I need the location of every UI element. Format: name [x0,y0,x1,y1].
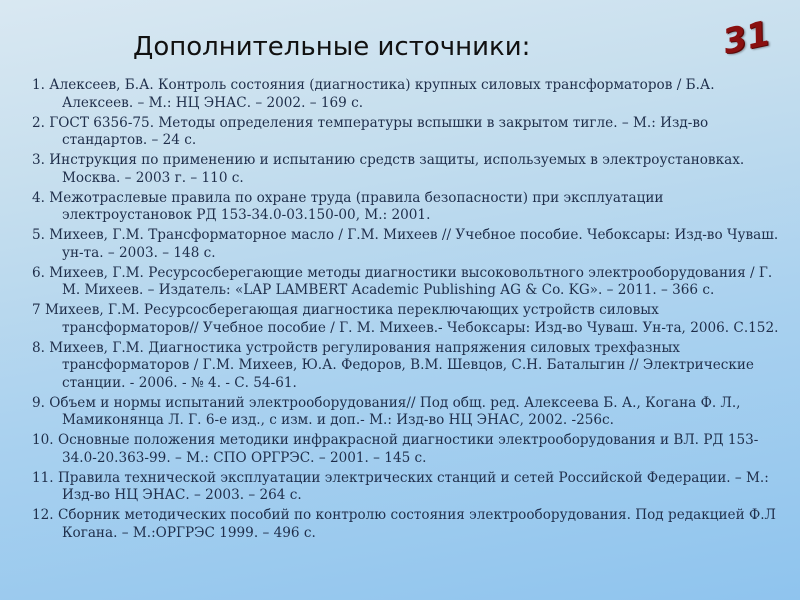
reference-item: 9. Объем и нормы испытаний электрооборудования// Под общ. ред. Алексеева Б. А., Когана Ф. Л., Мамиконянца Л. Г. 6-е изд., с изм. и доп.- М.: Изд-во НЦ ЭНАС, 2002. -256с. [32,394,741,428]
reference-item: 5. Михеев, Г.М. Трансформаторное масло / Г.М. Михеев // Учебное пособие. Чебоксары: Изд-во Чуваш. ун-та. – 2003. – 148 с. [32,227,779,261]
reference-item: 12. Сборник методических пособий по контролю состояния электрооборудования. Под редакцией Ф.Л Когана. – М.:ОРГРЭС 1999. – 496 с. [32,507,776,541]
reference-item: 8. Михеев, Г.М. Диагностика устройств регулирования напряжения силовых трехфазных трансформаторов / Г.М. Михеев, Ю.А. Федоров, В.М. Шевцов, С.Н. Баталыгин // Электрические станции. - 2006. - № 4. - С. 54-61. [32,339,754,391]
reference-item: 4. Межотраслевые правила по охране труда (правила безопасности) при эксплуатации электроустановок РД 153-34.0-03.150-00, М.: 2001. [32,189,664,223]
slide-title: Дополнительные источники: [133,32,531,62]
reference-item: 2. ГОСТ 6356-75. Методы определения температуры вспышки в закрытом тигле. – М.: Изд-во стандартов. – 24 с. [32,114,709,148]
references-list [32,77,784,545]
page-number: 31 [719,13,774,63]
reference-item: 10. Основные положения методики инфракрасной диагностики электрооборудования и ВЛ. РД 153-34.0-20.363-99. – М.: СПО ОРГРЭС. – 2001. – 145 с. [32,432,759,466]
reference-item: 1. Алексеев, Б.А. Контроль состояния (диагностика) крупных силовых трансформаторов / Б.А. Алексеев. – М.: НЦ ЭНАС. – 2002. – 169 с. [32,77,715,111]
reference-item: 6. Михеев, Г.М. Ресурсосберегающие методы диагностики высоковольтного электрооборудования / Г. М. Михеев. – Издатель: «LAP LAMBERT Academic Publishing AG & Co. KG». – 2011. – 366 с. [32,264,773,298]
reference-item: 7 Михеев, Г.М. Ресурсосберегающая диагностика переключающих устройств силовых трансформаторов// Учебное пособие / Г. М. Михеев.- Чебоксары: Изд-во Чуваш. Ун-та, 2006. С.152. [32,302,779,336]
reference-item: 11. Правила технической эксплуатации электрических станций и сетей Российской Федерации. – М.: Изд-во НЦ ЭНАС. – 2003. – 264 с. [32,469,769,503]
reference-item: 3. Инструкция по применению и испытанию средств защиты, используемых в электроустановках. Москва. – 2003 г. – 110 с. [32,152,745,186]
